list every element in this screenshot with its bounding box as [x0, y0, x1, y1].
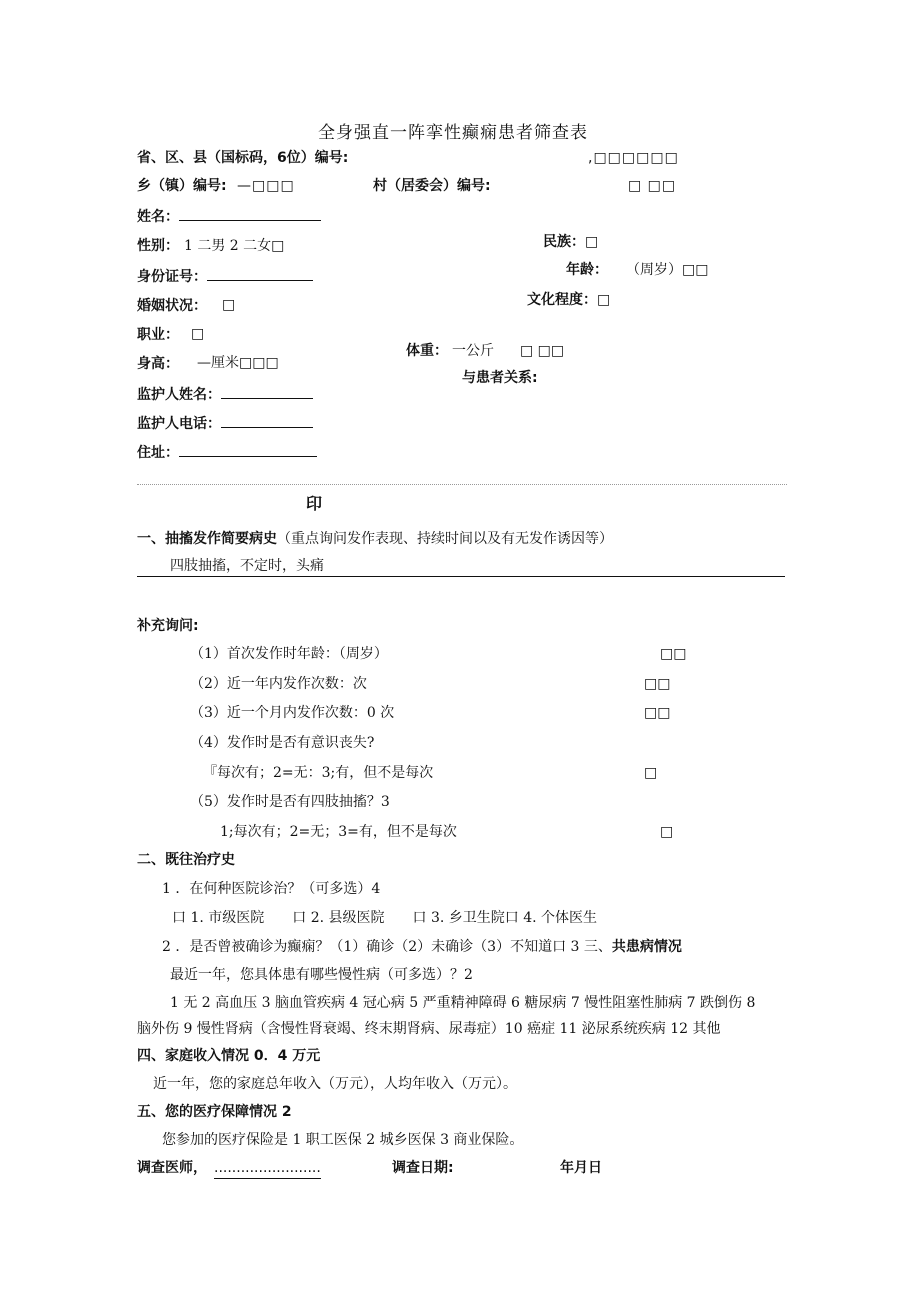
guardian-phone-input-line[interactable]: [221, 413, 313, 428]
section1-note: （重点询问发作表现、持续时间以及有无发作诱因等）: [277, 531, 613, 547]
supplement-q5-options: 1;每次有；2=无；3=有，但不是每次: [220, 824, 457, 840]
occupation-label: 职业：: [137, 327, 179, 343]
height-label: 身高：: [137, 356, 179, 372]
section2-q1-options: 口 1. 市级医院 口 2. 县级医院 口 3. 乡卫生院口 4. 个体医生: [172, 910, 598, 926]
name-label: 姓名：: [137, 206, 321, 227]
supplement-q3-boxes[interactable]: □□: [644, 705, 671, 721]
region-code-boxes: ,□□□□□□: [588, 150, 679, 166]
decorative-noise-line: [137, 484, 787, 485]
supplement-q4-options: 『每次有；2=无：3;有，但不是每次: [203, 765, 434, 781]
name-input-line[interactable]: [179, 206, 321, 221]
section5-text: 您参加的医疗保险是 1 职工医保 2 城乡医保 3 商业保险。: [162, 1132, 524, 1148]
section3-list-line1: 1 无 2 高血压 3 脑血管疾病 4 冠心病 5 严重精神障碍 6 糖尿病 7 慢性阻塞性肺病 7 跌倒伤 8: [170, 995, 756, 1011]
section1-divider: [137, 576, 785, 577]
doctor-input-dots[interactable]: ........................: [214, 1158, 321, 1179]
doctor-label: 调查医师，: [137, 1160, 207, 1176]
guardian-phone-label: 监护人电话：: [137, 413, 313, 434]
marital-status-box[interactable]: □: [222, 297, 236, 313]
section1-answer: 四肢抽搐，不定时，头痛: [170, 558, 324, 574]
gender-label: 性别：: [137, 238, 179, 254]
section3-heading: 共患病情况: [611, 939, 682, 955]
section2-q1: 1 ．在何种医院诊治？（可多选）4: [162, 881, 381, 897]
village-code-boxes: □ □□: [628, 178, 677, 194]
supplement-q4-box[interactable]: □: [644, 765, 658, 781]
section2-heading: 二、既往治疗史: [137, 852, 235, 868]
supplement-q1: （1）首次发作时年龄：（周岁）: [190, 646, 388, 662]
town-code-boxes: —□□□: [237, 178, 295, 194]
stamp-glyph: 印: [306, 494, 323, 513]
section2-q2-row: [162, 937, 682, 957]
weight-label: 体重：: [406, 343, 448, 359]
supplement-q3: （3）近一个月内发作次数：0 次: [190, 705, 395, 721]
section4-heading: 四、家庭收入情况 0．4 万元: [137, 1048, 321, 1064]
supplement-q5: （5）发作时是否有四肢抽搐？3: [190, 794, 390, 810]
id-number-label: 身份证号：: [137, 266, 313, 287]
address-label: 住址：: [137, 442, 317, 463]
education-label: 文化程度：□: [527, 292, 611, 308]
gender-options: 1 二男 2 二女□: [184, 238, 285, 254]
town-code-label: 乡（镇）编号:: [137, 178, 227, 194]
age-label: 年龄：: [566, 262, 608, 278]
address-input-line[interactable]: [179, 442, 317, 457]
survey-date-value[interactable]: 年月日: [560, 1160, 602, 1176]
supplement-q1-boxes[interactable]: □□: [660, 646, 687, 662]
marital-status-label: 婚姻状况：: [137, 298, 207, 314]
section2-q2: 2 ．是否曾被确诊为癫痫？（1）确诊（2）未确诊（3）不知道口 3 三、: [162, 939, 612, 955]
age-value: （周岁）□□: [626, 262, 709, 278]
education-box[interactable]: □: [597, 292, 611, 308]
height-value: —厘米□□□: [197, 355, 279, 371]
supplement-q4: （4）发作时是否有意识丧失?: [190, 735, 375, 751]
weight-value: 一公斤: [452, 343, 494, 359]
section3-intro: 最近一年，您具体患有哪些慢性病（可多选）？2: [170, 967, 473, 983]
relation-label: 与患者关系:: [462, 370, 538, 386]
supplement-q5-box[interactable]: □: [660, 824, 674, 840]
occupation-box[interactable]: □: [191, 326, 205, 342]
section5-heading: 五、您的医疗保障情况 2: [137, 1104, 292, 1120]
village-code-label: 村（居委会）编号:: [373, 178, 491, 194]
id-number-input-line[interactable]: [207, 266, 313, 281]
section4-text: 近一年，您的家庭总年收入（万元），人均年收入（万元）。: [153, 1076, 517, 1092]
supplement-q2-boxes[interactable]: □□: [644, 676, 671, 692]
form-title: 全身强直一阵挛性癫痫患者筛查表: [318, 123, 588, 143]
region-code-label: 省、区、县（国标码，6位）编号:: [137, 150, 349, 166]
survey-date-label: 调查日期:: [392, 1160, 454, 1176]
supplement-q2: （2）近一年内发作次数：次: [190, 676, 367, 692]
section3-list-line2: 脑外伤 9 慢性肾病（含慢性肾衰竭、终末期肾病、尿毒症）10 癌症 11 泌尿系统疾病 12 其他: [137, 1021, 721, 1037]
supplement-label: 补充询问:: [137, 618, 199, 634]
section1-heading-row: [137, 529, 613, 549]
ethnicity-box[interactable]: □: [585, 234, 599, 250]
guardian-name-label: 监护人姓名：: [137, 384, 313, 405]
section1-heading: 一、抽搐发作简要病史: [137, 531, 277, 547]
guardian-name-input-line[interactable]: [221, 384, 313, 399]
ethnicity-label: 民族：□: [543, 234, 599, 250]
weight-boxes: □ □□: [520, 343, 565, 359]
